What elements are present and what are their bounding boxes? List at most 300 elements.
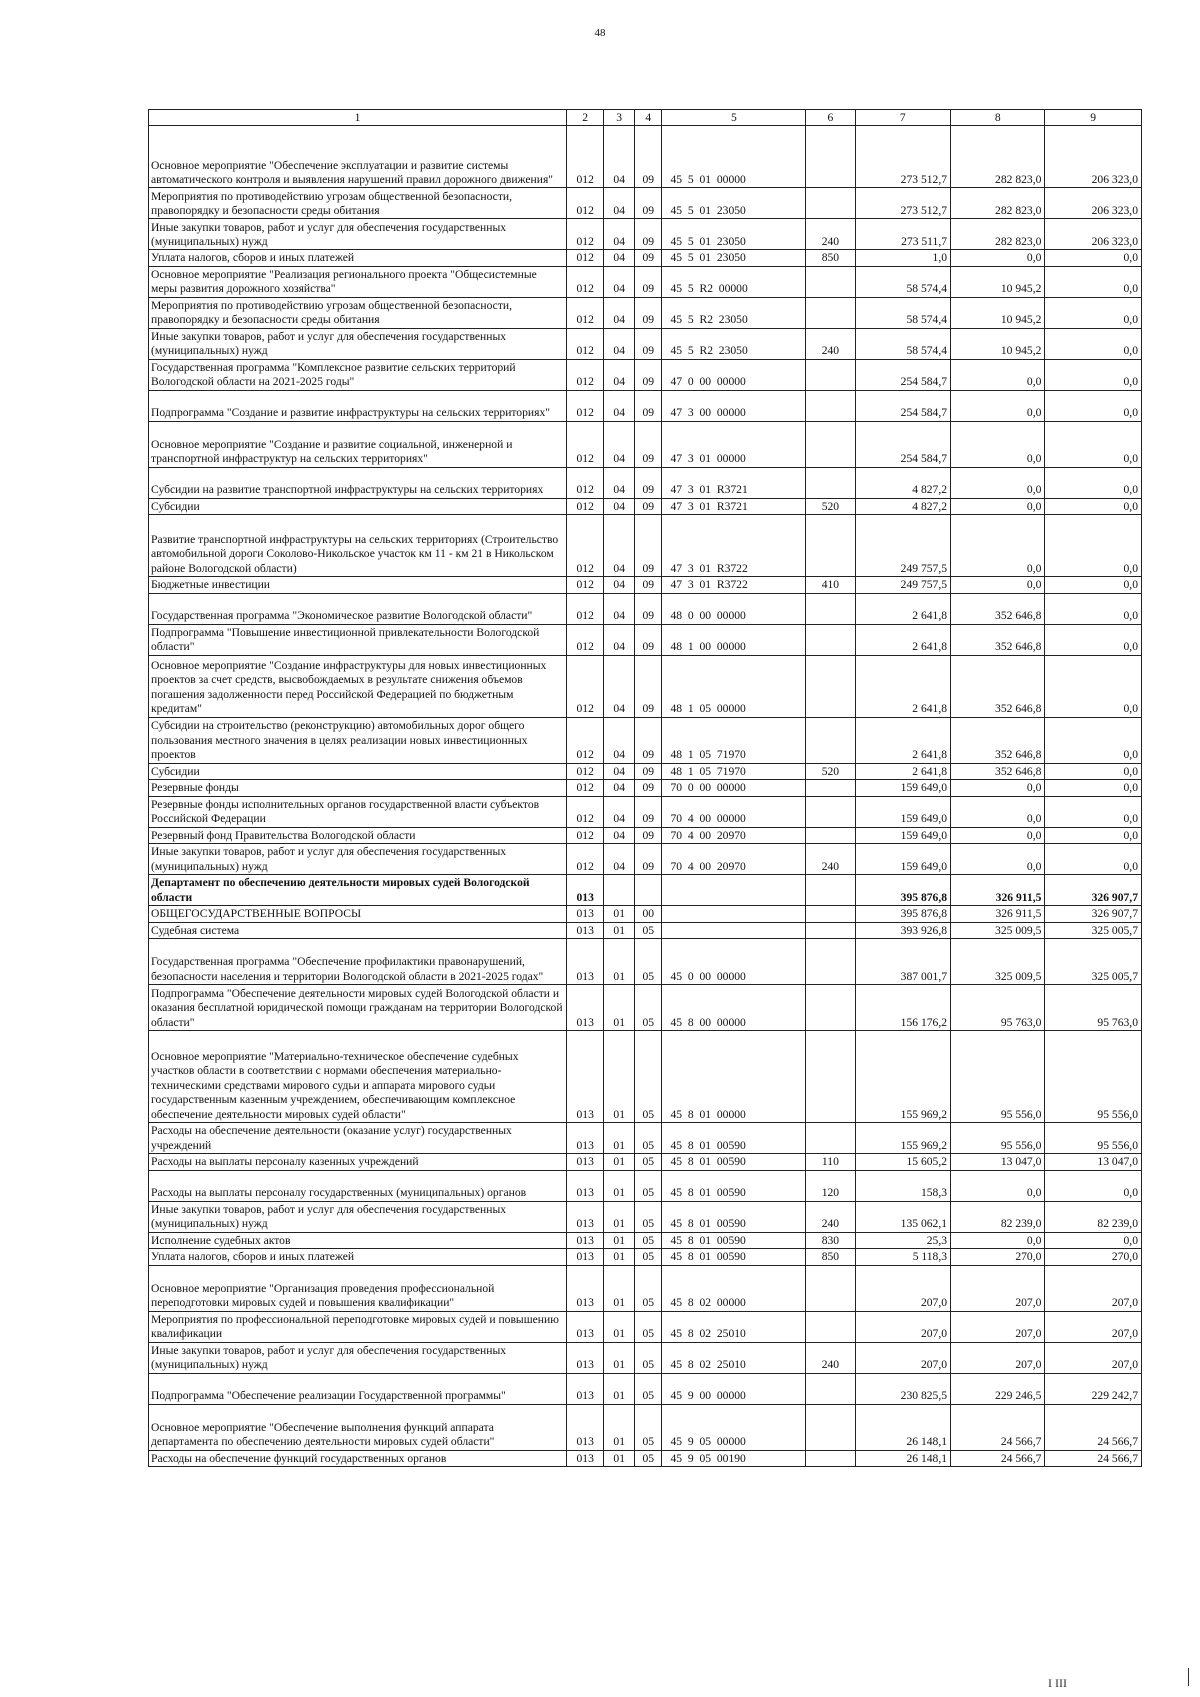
cell-c4: 09 (635, 390, 662, 421)
cell-c7: 254 584,7 (855, 421, 950, 467)
cell-c3: 04 (604, 266, 635, 297)
cell-c8: 352 646,8 (951, 624, 1045, 655)
cell-c5: 70 0 00 00000 (662, 780, 806, 796)
cell-c5: 48 1 05 71970 (662, 763, 806, 779)
row-description: Подпрограмма "Создание и развитие инфраструктуры на сельских территориях" (149, 390, 567, 421)
row-description: Основное мероприятие "Реализация регионального проекта "Общесистемные меры развития дорожного хозяйства" (149, 266, 567, 297)
cell-c4: 05 (635, 1154, 662, 1170)
cell-c3: 01 (604, 1170, 635, 1201)
row-description: Расходы на обеспечение функций государственных органов (149, 1450, 567, 1466)
table-row (149, 717, 1142, 763)
cell-c5: 70 4 00 20970 (662, 827, 806, 843)
cell-c8: 0,0 (951, 1170, 1045, 1201)
footer-marks: I III (1048, 1676, 1067, 1690)
cell-c8: 95 556,0 (951, 1123, 1045, 1154)
cell-c8: 0,0 (951, 844, 1045, 875)
cell-c4: 09 (635, 250, 662, 266)
cell-c9: 0,0 (1045, 655, 1142, 717)
cell-c6 (806, 717, 855, 763)
cell-c4: 09 (635, 717, 662, 763)
cell-c6 (806, 827, 855, 843)
header-cell: 1 (149, 110, 567, 126)
cell-c5: 45 0 00 00000 (662, 939, 806, 985)
cell-c2: 012 (567, 328, 604, 359)
cell-c3: 04 (604, 655, 635, 717)
cell-c9: 0,0 (1045, 1232, 1142, 1248)
row-description: Государственная программа "Экономическое развитие Вологодской области" (149, 593, 567, 624)
cell-c6: 850 (806, 250, 855, 266)
cell-c9: 0,0 (1045, 515, 1142, 577)
row-description: Субсидии на строительство (реконструкцию) автомобильных дорог общего пользования местного значения в целях реализации новых инвестиционных проектов (149, 717, 567, 763)
cell-c9: 207,0 (1045, 1311, 1142, 1342)
cell-c7: 159 649,0 (855, 844, 950, 875)
cell-c5: 48 0 00 00000 (662, 593, 806, 624)
cell-c8: 0,0 (951, 359, 1045, 390)
cell-c2: 012 (567, 219, 604, 250)
cell-c9: 325 005,7 (1045, 922, 1142, 938)
cell-c3: 01 (604, 1154, 635, 1170)
table-row (149, 1404, 1142, 1450)
cell-c3: 04 (604, 359, 635, 390)
cell-c3: 04 (604, 328, 635, 359)
cell-c3: 01 (604, 1201, 635, 1232)
cell-c2: 013 (567, 1373, 604, 1404)
row-description: Основное мероприятие "Организация проведения профессиональной переподготовки мировых судей и повышения квалификации" (149, 1265, 567, 1311)
table-row (149, 922, 1142, 938)
row-description: Субсидии (149, 498, 567, 514)
cell-c9: 0,0 (1045, 250, 1142, 266)
cell-c4: 05 (635, 1373, 662, 1404)
cell-c3: 04 (604, 250, 635, 266)
cell-c8: 207,0 (951, 1342, 1045, 1373)
table-row (149, 328, 1142, 359)
cell-c5: 47 3 01 R3721 (662, 498, 806, 514)
cell-c9: 95 763,0 (1045, 985, 1142, 1031)
cell-c6 (806, 390, 855, 421)
cell-c3: 04 (604, 188, 635, 219)
cell-c8: 0,0 (951, 780, 1045, 796)
cell-c4: 05 (635, 985, 662, 1031)
cell-c4: 05 (635, 1265, 662, 1311)
cell-c9: 270,0 (1045, 1249, 1142, 1265)
cell-c6 (806, 796, 855, 827)
cell-c8: 0,0 (951, 1232, 1045, 1248)
cell-c6 (806, 188, 855, 219)
cell-c2: 012 (567, 297, 604, 328)
cell-c8: 229 246,5 (951, 1373, 1045, 1404)
cell-c7: 395 876,8 (855, 906, 950, 922)
row-description: Иные закупки товаров, работ и услуг для обеспечения государственных (муниципальных) нужд (149, 219, 567, 250)
cell-c7: 26 148,1 (855, 1450, 950, 1466)
row-description: Судебная система (149, 922, 567, 938)
table-row (149, 1265, 1142, 1311)
cell-c9: 0,0 (1045, 297, 1142, 328)
row-description: Мероприятия по профессиональной переподготовке мировых судей и повышению квалификации (149, 1311, 567, 1342)
cell-c9: 207,0 (1045, 1342, 1142, 1373)
cell-c5: 47 3 01 R3721 (662, 467, 806, 498)
cell-c7: 159 649,0 (855, 780, 950, 796)
cell-c5: 47 3 01 00000 (662, 421, 806, 467)
cell-c5: 70 4 00 00000 (662, 796, 806, 827)
table-row (149, 390, 1142, 421)
cell-c5: 45 5 01 23050 (662, 219, 806, 250)
cell-c5: 45 5 01 23050 (662, 250, 806, 266)
cell-c5: 45 5 01 00000 (662, 126, 806, 188)
cell-c7: 2 641,8 (855, 624, 950, 655)
cell-c3: 04 (604, 421, 635, 467)
cell-c8: 270,0 (951, 1249, 1045, 1265)
cell-c4: 09 (635, 827, 662, 843)
cell-c6: 240 (806, 1342, 855, 1373)
cell-c8: 352 646,8 (951, 593, 1045, 624)
cell-c7: 273 512,7 (855, 188, 950, 219)
cell-c4: 05 (635, 1404, 662, 1450)
cell-c4: 05 (635, 1311, 662, 1342)
row-description: Субсидии (149, 763, 567, 779)
cell-c2: 012 (567, 844, 604, 875)
cell-c2: 013 (567, 1170, 604, 1201)
row-description: Иные закупки товаров, работ и услуг для обеспечения государственных (муниципальных) нужд (149, 1201, 567, 1232)
cell-c4: 09 (635, 297, 662, 328)
cell-c9: 326 907,7 (1045, 875, 1142, 906)
cell-c8: 282 823,0 (951, 188, 1045, 219)
cell-c5: 45 8 01 00590 (662, 1170, 806, 1201)
cell-c8: 325 009,5 (951, 939, 1045, 985)
cell-c7: 254 584,7 (855, 390, 950, 421)
cell-c8: 82 239,0 (951, 1201, 1045, 1232)
row-description: Департамент по обеспечению деятельности мировых судей Вологодской области (149, 875, 567, 906)
cell-c2: 012 (567, 467, 604, 498)
cell-c9: 0,0 (1045, 421, 1142, 467)
table-row (149, 359, 1142, 390)
cell-c9: 206 323,0 (1045, 188, 1142, 219)
cell-c8: 207,0 (951, 1265, 1045, 1311)
cell-c2: 012 (567, 126, 604, 188)
cell-c7: 393 926,8 (855, 922, 950, 938)
cell-c9: 0,0 (1045, 717, 1142, 763)
table-row (149, 577, 1142, 593)
cell-c2: 012 (567, 390, 604, 421)
cell-c9: 0,0 (1045, 624, 1142, 655)
cell-c5: 45 5 01 23050 (662, 188, 806, 219)
cell-c8: 95 556,0 (951, 1031, 1045, 1123)
cell-c7: 135 062,1 (855, 1201, 950, 1232)
cell-c9: 207,0 (1045, 1265, 1142, 1311)
cell-c9: 95 556,0 (1045, 1031, 1142, 1123)
cell-c6 (806, 655, 855, 717)
cell-c4: 09 (635, 126, 662, 188)
cell-c6 (806, 515, 855, 577)
cell-c4: 09 (635, 421, 662, 467)
cell-c6 (806, 1031, 855, 1123)
cell-c6: 240 (806, 219, 855, 250)
cell-c9: 0,0 (1045, 467, 1142, 498)
row-description: Исполнение судебных актов (149, 1232, 567, 1248)
cell-c3: 01 (604, 1123, 635, 1154)
cell-c4: 09 (635, 515, 662, 577)
cell-c4: 09 (635, 796, 662, 827)
cell-c7: 26 148,1 (855, 1404, 950, 1450)
cell-c8: 0,0 (951, 421, 1045, 467)
cell-c7: 2 641,8 (855, 763, 950, 779)
cell-c2: 013 (567, 1342, 604, 1373)
cell-c2: 012 (567, 266, 604, 297)
table-row (149, 624, 1142, 655)
cell-c4: 09 (635, 266, 662, 297)
cell-c6 (806, 875, 855, 906)
cell-c5: 45 8 01 00590 (662, 1201, 806, 1232)
cell-c9: 0,0 (1045, 266, 1142, 297)
cell-c3: 01 (604, 1232, 635, 1248)
cell-c5: 45 9 05 00190 (662, 1450, 806, 1466)
table-row (149, 1232, 1142, 1248)
table-row (149, 1201, 1142, 1232)
cell-c4: 05 (635, 1342, 662, 1373)
table-row (149, 1342, 1142, 1373)
table-row (149, 1311, 1142, 1342)
cell-c2: 012 (567, 655, 604, 717)
cell-c9: 0,0 (1045, 359, 1142, 390)
cell-c3: 01 (604, 1031, 635, 1123)
cell-c5: 45 9 05 00000 (662, 1404, 806, 1450)
cell-c3 (604, 875, 635, 906)
row-description: Иные закупки товаров, работ и услуг для обеспечения государственных (муниципальных) нужд (149, 1342, 567, 1373)
row-description: Основное мероприятие "Создание инфраструктуры для новых инвестиционных проектов за счет средств, высвобождаемых в результате снижения объемов погашения задолженности перед Российской Федерацией по бюджетным кредитам" (149, 655, 567, 717)
cell-c4: 00 (635, 906, 662, 922)
cell-c6 (806, 939, 855, 985)
cell-c6 (806, 985, 855, 1031)
table-row (149, 593, 1142, 624)
cell-c7: 1,0 (855, 250, 950, 266)
cell-c9: 0,0 (1045, 780, 1142, 796)
cell-c5: 47 3 00 00000 (662, 390, 806, 421)
row-description: Уплата налогов, сборов и иных платежей (149, 1249, 567, 1265)
row-description: Резервные фонды (149, 780, 567, 796)
cell-c2: 013 (567, 875, 604, 906)
table-row (149, 1373, 1142, 1404)
header-cell: 3 (604, 110, 635, 126)
cell-c5: 45 8 02 00000 (662, 1265, 806, 1311)
cell-c4: 05 (635, 1201, 662, 1232)
cell-c9: 206 323,0 (1045, 219, 1142, 250)
cell-c9: 0,0 (1045, 827, 1142, 843)
cell-c2: 013 (567, 1232, 604, 1248)
cell-c3: 04 (604, 827, 635, 843)
cell-c2: 013 (567, 939, 604, 985)
cell-c7: 159 649,0 (855, 827, 950, 843)
cell-c7: 158,3 (855, 1170, 950, 1201)
cell-c7: 58 574,4 (855, 297, 950, 328)
table-row (149, 827, 1142, 843)
cell-c3: 04 (604, 796, 635, 827)
cell-c2: 013 (567, 1123, 604, 1154)
cell-c6 (806, 126, 855, 188)
cell-c6 (806, 1373, 855, 1404)
cell-c9: 24 566,7 (1045, 1450, 1142, 1466)
cell-c2: 013 (567, 1249, 604, 1265)
cell-c6 (806, 1404, 855, 1450)
cell-c2: 013 (567, 1154, 604, 1170)
cell-c2: 012 (567, 780, 604, 796)
cell-c6 (806, 593, 855, 624)
cell-c8: 282 823,0 (951, 126, 1045, 188)
cell-c3: 04 (604, 844, 635, 875)
cell-c6: 830 (806, 1232, 855, 1248)
cell-c3: 04 (604, 593, 635, 624)
cell-c4: 05 (635, 922, 662, 938)
row-description: Основное мероприятие "Создание и развитие социальной, инженерной и транспортной инфраструктур на сельских территориях" (149, 421, 567, 467)
cell-c4: 09 (635, 188, 662, 219)
cell-c5: 47 3 01 R3722 (662, 577, 806, 593)
cell-c6 (806, 1311, 855, 1342)
cell-c8: 282 823,0 (951, 219, 1045, 250)
cell-c4: 09 (635, 219, 662, 250)
table-row (149, 515, 1142, 577)
row-description: Иные закупки товаров, работ и услуг для обеспечения государственных (муниципальных) нужд (149, 844, 567, 875)
cell-c6 (806, 266, 855, 297)
cell-c5: 45 8 02 25010 (662, 1311, 806, 1342)
cell-c5: 48 1 05 00000 (662, 655, 806, 717)
table-row (149, 188, 1142, 219)
cell-c7: 395 876,8 (855, 875, 950, 906)
cell-c8: 13 047,0 (951, 1154, 1045, 1170)
cell-c6: 120 (806, 1170, 855, 1201)
cell-c5: 45 8 01 00590 (662, 1123, 806, 1154)
cell-c5 (662, 875, 806, 906)
cell-c3: 04 (604, 780, 635, 796)
cell-c4: 09 (635, 498, 662, 514)
cell-c6: 240 (806, 328, 855, 359)
table-row (149, 1123, 1142, 1154)
cell-c3: 01 (604, 1311, 635, 1342)
cell-c3: 04 (604, 467, 635, 498)
cell-c9: 0,0 (1045, 577, 1142, 593)
cell-c2: 012 (567, 359, 604, 390)
cell-c2: 012 (567, 250, 604, 266)
cell-c7: 159 649,0 (855, 796, 950, 827)
cell-c9: 24 566,7 (1045, 1404, 1142, 1450)
table-row (149, 875, 1142, 906)
row-description: Резервные фонды исполнительных органов государственной власти субъектов Российской Федерации (149, 796, 567, 827)
cell-c4: 05 (635, 1232, 662, 1248)
footer-bar (1188, 1668, 1189, 1686)
cell-c6: 410 (806, 577, 855, 593)
cell-c8: 326 911,5 (951, 875, 1045, 906)
cell-c8: 0,0 (951, 498, 1045, 514)
cell-c6: 110 (806, 1154, 855, 1170)
row-description: ОБЩЕГОСУДАРСТВЕННЫЕ ВОПРОСЫ (149, 906, 567, 922)
row-description: Подпрограмма "Обеспечение деятельности мировых судей Вологодской области и оказания бесплатной юридической помощи гражданам на территории Вологодской области" (149, 985, 567, 1031)
row-description: Мероприятия по противодействию угрозам общественной безопасности, правопорядку и безопасности среды обитания (149, 297, 567, 328)
cell-c3: 01 (604, 1249, 635, 1265)
cell-c5: 47 3 01 R3722 (662, 515, 806, 577)
cell-c4: 09 (635, 763, 662, 779)
cell-c8: 0,0 (951, 250, 1045, 266)
table-row (149, 297, 1142, 328)
cell-c8: 0,0 (951, 515, 1045, 577)
cell-c9: 0,0 (1045, 1170, 1142, 1201)
cell-c9: 325 005,7 (1045, 939, 1142, 985)
table-row (149, 906, 1142, 922)
cell-c8: 326 911,5 (951, 906, 1045, 922)
cell-c3: 01 (604, 1404, 635, 1450)
cell-c4: 09 (635, 577, 662, 593)
table-row (149, 266, 1142, 297)
table-row (149, 985, 1142, 1031)
row-description: Развитие транспортной инфраструктуры на сельских территориях (Строительство автомобильной дороги Соколово-Никольское участок км 11 - км 21 в Никольском районе Вологодской области) (149, 515, 567, 577)
row-description: Основное мероприятие "Материально-техническое обеспечение судебных участков области в соответствии с нормами обеспечения материально-техническими средствами мирового судьи и аппарата мирового судьи государственным казенным учреждением, обеспечивающим комплексное обеспечение деятельности мировых судей области" (149, 1031, 567, 1123)
cell-c8: 10 945,2 (951, 266, 1045, 297)
cell-c4: 05 (635, 1031, 662, 1123)
cell-c9: 82 239,0 (1045, 1201, 1142, 1232)
cell-c8: 0,0 (951, 827, 1045, 843)
cell-c6 (806, 1450, 855, 1466)
cell-c9: 0,0 (1045, 796, 1142, 827)
cell-c5: 45 5 R2 23050 (662, 297, 806, 328)
cell-c2: 012 (567, 498, 604, 514)
cell-c5: 45 5 R2 23050 (662, 328, 806, 359)
cell-c8: 95 763,0 (951, 985, 1045, 1031)
cell-c4: 05 (635, 1450, 662, 1466)
row-description: Государственная программа "Комплексное развитие сельских территорий Вологодской области на 2021-2025 годы" (149, 359, 567, 390)
cell-c7: 5 118,3 (855, 1249, 950, 1265)
cell-c4: 09 (635, 593, 662, 624)
cell-c2: 012 (567, 188, 604, 219)
cell-c3: 01 (604, 922, 635, 938)
table-row (149, 250, 1142, 266)
table-row (149, 655, 1142, 717)
row-description: Расходы на обеспечение деятельности (оказание услуг) государственных учреждений (149, 1123, 567, 1154)
cell-c4: 09 (635, 467, 662, 498)
cell-c9: 0,0 (1045, 328, 1142, 359)
cell-c8: 0,0 (951, 467, 1045, 498)
cell-c4: 05 (635, 1249, 662, 1265)
header-cell: 4 (635, 110, 662, 126)
cell-c6 (806, 906, 855, 922)
cell-c9: 0,0 (1045, 763, 1142, 779)
cell-c6: 850 (806, 1249, 855, 1265)
cell-c3: 01 (604, 985, 635, 1031)
table-row (149, 939, 1142, 985)
cell-c7: 2 641,8 (855, 655, 950, 717)
cell-c2: 013 (567, 922, 604, 938)
header-cell: 6 (806, 110, 855, 126)
cell-c3: 01 (604, 1450, 635, 1466)
table-row (149, 1249, 1142, 1265)
row-description: Основное мероприятие "Обеспечение эксплуатации и развитие системы автоматического контроля и выявления нарушений правил дорожного движения" (149, 126, 567, 188)
cell-c8: 0,0 (951, 796, 1045, 827)
cell-c7: 254 584,7 (855, 359, 950, 390)
cell-c7: 58 574,4 (855, 266, 950, 297)
cell-c9: 326 907,7 (1045, 906, 1142, 922)
cell-c3: 04 (604, 297, 635, 328)
table-row (149, 1450, 1142, 1466)
cell-c3: 04 (604, 515, 635, 577)
cell-c9: 0,0 (1045, 390, 1142, 421)
cell-c7: 4 827,2 (855, 498, 950, 514)
cell-c7: 156 176,2 (855, 985, 950, 1031)
row-description: Подпрограмма "Повышение инвестиционной привлекательности Вологодской области" (149, 624, 567, 655)
cell-c4: 09 (635, 624, 662, 655)
cell-c2: 012 (567, 796, 604, 827)
cell-c6 (806, 922, 855, 938)
table-row (149, 844, 1142, 875)
cell-c8: 24 566,7 (951, 1450, 1045, 1466)
cell-c9: 229 242,7 (1045, 1373, 1142, 1404)
cell-c3: 04 (604, 624, 635, 655)
cell-c7: 230 825,5 (855, 1373, 950, 1404)
table-row (149, 796, 1142, 827)
